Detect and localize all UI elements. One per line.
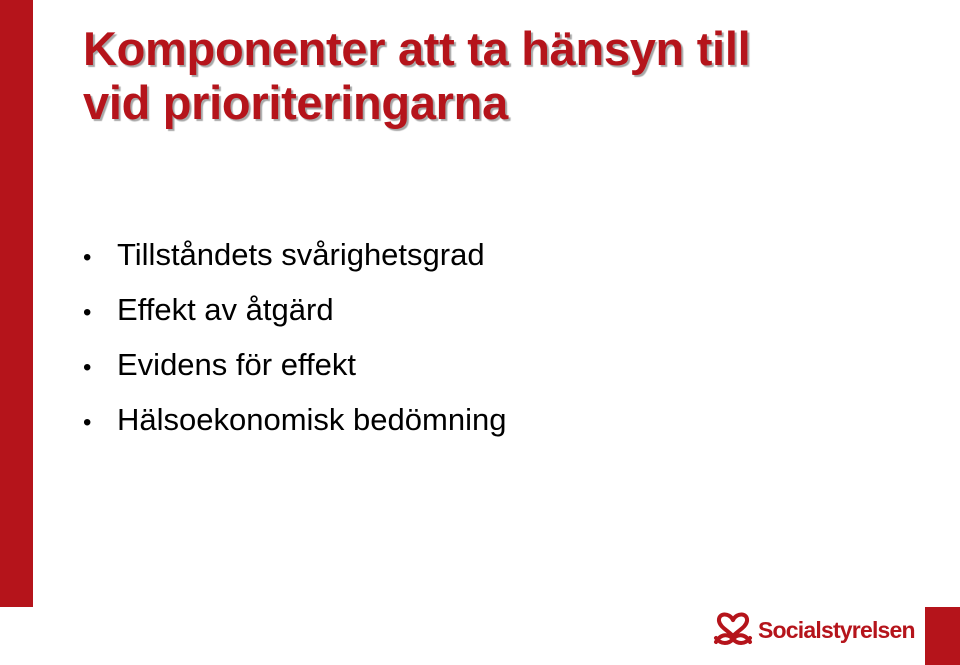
bullet-text: Evidens för effekt: [117, 347, 356, 382]
bullet-icon: •: [83, 244, 92, 271]
corner-accent-block: [925, 607, 960, 665]
bullet-text: Tillståndets svårighetsgrad: [117, 237, 485, 272]
socialstyrelsen-heart-icon: [712, 608, 754, 648]
bullet-item: [83, 284, 506, 339]
bullet-item: [83, 394, 506, 449]
left-accent-bar: [0, 0, 33, 607]
logo-text: Socialstyrelsen: [758, 616, 915, 643]
bullet-icon: •: [83, 354, 92, 381]
bullet-icon: •: [83, 299, 92, 326]
slide-title: [83, 22, 943, 130]
bullet-list: [83, 229, 506, 449]
bullet-icon: •: [83, 409, 92, 436]
slide-title-line-2: vid prioriteringarna: [83, 76, 508, 129]
bullet-item: [83, 229, 506, 284]
bullet-text: Hälsoekonomisk bedömning: [117, 402, 507, 437]
socialstyrelsen-logo: [712, 607, 915, 649]
bullet-text: Effekt av åtgärd: [117, 292, 334, 327]
slide-title-line-1: Komponenter att ta hänsyn till: [83, 22, 751, 75]
bullet-item: [83, 339, 506, 394]
